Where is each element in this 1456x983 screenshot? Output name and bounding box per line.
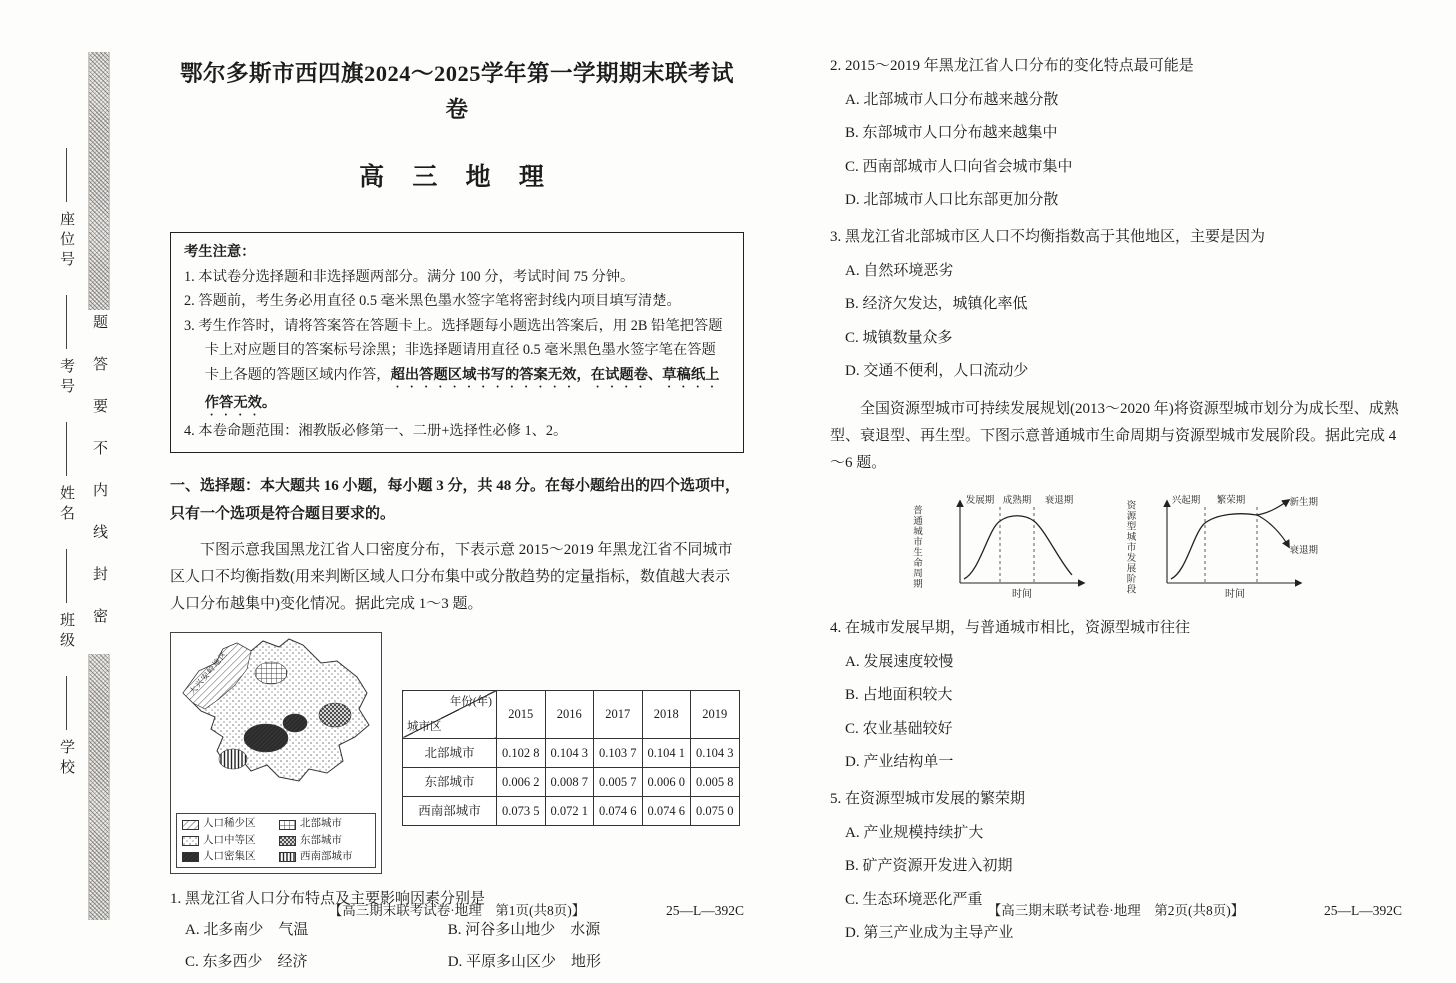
question-stem: 1. 黑龙江省人口分布特点及主要影响因素分别是 [170,890,486,907]
seal-line-text: 题答要不内线封密 [86,310,112,654]
question-2 [830,54,1402,212]
seal-field-label: 班级 [58,612,74,652]
fill-in-blank-line [66,295,67,349]
question-stem: 4. 在城市发展早期，与普通城市相比，资源型城市往往 [830,620,1191,636]
option: C. 东多西少 经济 [185,953,308,970]
binding-strip [88,52,110,920]
exam-subject: 高 三 地 理 [359,164,555,191]
y-axis-label: 普通城市生命周期 [911,505,921,589]
value-cell: 0.104 3 [691,738,740,767]
year-header-cell: 2017 [594,690,643,738]
value-cell: 0.005 8 [691,767,740,796]
value-cell: 0.074 6 [594,796,643,825]
value-cell: 0.006 2 [497,767,546,796]
value-cell: 0.005 7 [594,767,643,796]
map-region-dense-2 [283,714,307,732]
phase-label: 衰退期 [1289,546,1319,556]
question-stem: 2. 2015～2019 年黑龙江省人口分布的变化特点最可能是 [830,58,1194,74]
value-cell: 0.072 1 [545,796,594,825]
option: A. 自然环境恶劣 [845,262,954,279]
seal-field-school [54,676,78,779]
lifecycle-curve [964,516,1072,579]
option: C. 生态环境恶化严重 [845,891,983,908]
option: D. 产业结构单一 [845,754,954,770]
legend-swatch-medium [182,836,199,846]
legend-swatch-sparse [182,820,199,830]
figure-and-table-row [170,632,744,874]
seal-field-examno [54,295,78,398]
rebirth-branch [1257,500,1289,515]
option: D. 第三产业成为主导产业 [845,925,1014,941]
fill-in-blank-line [66,549,67,603]
legend-swatch-dense [182,852,199,862]
value-cell: 0.104 1 [642,738,691,767]
map-legend [176,813,376,868]
footer-code: 25—L—392C [1323,903,1402,919]
footer-text: 【高三期末联考试卷·地理 第1页(共8页)】 [328,903,586,919]
stimulus-paragraph-1: 下图示意我国黑龙江省人口密度分布，下表示意 2015～2019 年黑龙江省不同城市区人口不均衡指数(用来判断区域人口分布集中或分散趋势的定量指标，数值越大表示人口分布越集中)变化情况。据此完成 1～3 题。 [170,541,733,612]
growth-curve [1171,514,1257,579]
value-cell: 0.073 5 [497,796,546,825]
legend-label: 人口稀少区 [203,818,256,830]
notice-item-3 [184,314,730,419]
phase-label: 兴起期 [1172,496,1201,506]
candidate-notice-box [170,232,744,453]
seal-field-seat [54,148,78,271]
page-footer [170,900,744,922]
legend-label: 人口中等区 [203,834,256,846]
map-region-southwest-city [219,749,247,769]
question-3 [830,225,1402,383]
phase-label: 成熟期 [1002,496,1032,506]
corner-label-year: 年份(年) [449,695,492,708]
heilongjiang-population-map [170,632,382,874]
question-stem: 5. 在资源型城市发展的繁荣期 [830,791,1026,807]
notice-item-3-text: 3. 考生作答时，请将答案答在答题卡上。选择题每小题选出答案后，用 2B 铅笔把答题卡上对应题目的答案标号涂黑；非选择题请用直径 0.5 毫米黑色墨水签字笔在答题卡上各题的答题区域内作答， [184,317,723,383]
province-map-svg [171,633,381,805]
phase-label: 发展期 [965,496,995,506]
value-cell: 0.006 0 [642,767,691,796]
x-axis-label: 时间 [1012,589,1032,600]
question-stem: 3. 黑龙江省北部城市区人口不均衡指数高于其他地区，主要是因为 [830,229,1266,245]
diagram-resource-city [1124,491,1321,603]
row-label-cell: 北部城市 [403,738,497,767]
legend-label: 东部城市 [300,834,342,846]
option: D. 平原多山区少 地形 [447,953,602,970]
legend-item [279,850,370,864]
question-options [170,918,744,974]
year-header-cell: 2019 [691,690,740,738]
seal-field-label: 姓名 [58,485,74,525]
footer-text: 【高三期末联考试卷·地理 第2页(共8页)】 [987,903,1245,919]
table-corner-cell [403,690,497,738]
table-row [403,767,740,796]
seal-field-label: 学校 [58,739,74,779]
ordinary-city-chart [922,491,1094,603]
phase-label: 繁荣期 [1217,496,1246,506]
option: C. 西南部城市人口向省会城市集中 [845,158,1073,175]
year-header-cell: 2018 [642,690,691,738]
option: C. 农业基础较好 [845,720,953,737]
legend-swatch-north-city [279,820,296,830]
notice-item-4: 4. 本卷命题范围：湘教版必修第一、二册+选择性必修 1、2。 [184,422,568,439]
seal-field-label: 考号 [58,358,74,398]
phase-label: 新生期 [1289,498,1319,508]
notice-item-3-emphasis: 超出答题区域书写的答案无效，在试题卷、草稿纸上作答无效。 [204,366,720,411]
page-2 [830,50,1402,941]
section-heading-choice: 一、选择题：本大题共 16 小题，每小题 3 分，共 48 分。在每小题给出的四个选项中，只有一个选项是符合题目要求的。 [170,478,741,523]
legend-label: 西南部城市 [300,850,353,862]
option: B. 矿产资源开发进入初期 [845,858,1013,874]
phase-label: 衰退期 [1044,496,1074,506]
option: B. 经济欠发达，城镇化率低 [845,296,1028,312]
map-region-dense-1 [244,724,288,752]
option: A. 发展速度较慢 [845,653,954,670]
map-region-north-city [255,662,287,684]
legend-swatch-east-city [279,836,296,846]
seal-field-label: 座位号 [58,211,74,271]
option: A. 北多南少 气温 [185,921,309,938]
city-lifecycle-figure [830,491,1402,603]
x-axis-label: 时间 [1225,589,1246,600]
option: A. 产业规模持续扩大 [845,824,984,841]
legend-label: 北部城市 [300,818,342,830]
seal-fields [48,148,84,779]
legend-swatch-southwest-city [279,852,296,862]
y-axis-label: 资源型城市发展阶段 [1124,499,1135,595]
legend-label: 人口密集区 [203,850,256,862]
legend-item [279,817,370,831]
value-cell: 0.104 3 [545,738,594,767]
option: C. 城镇数量众多 [845,329,953,346]
exam-title: 鄂尔多斯市西四旗2024～2025学年第一学期期末联考试卷 [179,61,734,122]
fill-in-blank-line [66,148,67,202]
page-footer [830,900,1402,922]
row-label-cell: 西南部城市 [403,796,497,825]
value-cell: 0.075 0 [691,796,740,825]
fill-in-blank-line [66,676,67,730]
year-header-cell: 2016 [545,690,594,738]
notice-item-1: 1. 本试卷分选择题和非选择题两部分。满分 100 分，考试时间 75 分钟。 [184,268,635,285]
value-cell: 0.008 7 [545,767,594,796]
legend-item [182,850,273,864]
diagram-ordinary-city [911,491,1094,603]
table-row [403,796,740,825]
table-row [403,738,740,767]
notice-item-2: 2. 答题前，考生务必用直径 0.5 毫米黑色墨水签字笔将密封线内项目填写清楚。 [184,293,681,310]
value-cell: 0.103 7 [594,738,643,767]
option: B. 河谷多山地少 水源 [447,921,601,938]
stimulus-paragraph-2: 全国资源型城市可持续发展规划(2013～2020 年)将资源型城市划分为成长型、成熟型、衰退型、再生型。下图示意普通城市生命周期与资源型城市发展阶段。据此完成 4～6 题。 [830,401,1399,471]
map-region-east-city [319,703,351,727]
population-index-table [402,690,740,826]
option: B. 东部城市人口分布越来越集中 [845,125,1058,141]
option: D. 北部城市人口比东部更加分散 [845,192,1059,208]
footer-code: 25—L—392C [665,903,744,919]
question-4 [830,616,1402,774]
resource-city-chart [1135,491,1321,603]
corner-label-region: 城市区 [407,720,442,733]
option: A. 北部城市人口分布越来越分散 [845,91,1059,108]
fill-in-blank-line [66,422,67,476]
seal-field-name [54,422,78,525]
value-cell: 0.074 6 [642,796,691,825]
year-header-cell: 2015 [497,690,546,738]
legend-item [182,817,273,831]
value-cell: 0.102 8 [497,738,546,767]
legend-item [279,834,370,848]
seal-field-class [54,549,78,652]
page-1 [170,50,744,970]
notice-heading: 考生注意： [184,244,256,260]
row-label-cell: 东部城市 [403,767,497,796]
decline-branch [1257,515,1289,547]
map-area-label: 大兴安岭地区 [187,649,230,697]
option: B. 占地面积较大 [845,687,953,703]
legend-item [182,834,273,848]
table-header-row [403,690,740,738]
option: D. 交通不便利，人口流动少 [845,363,1029,379]
